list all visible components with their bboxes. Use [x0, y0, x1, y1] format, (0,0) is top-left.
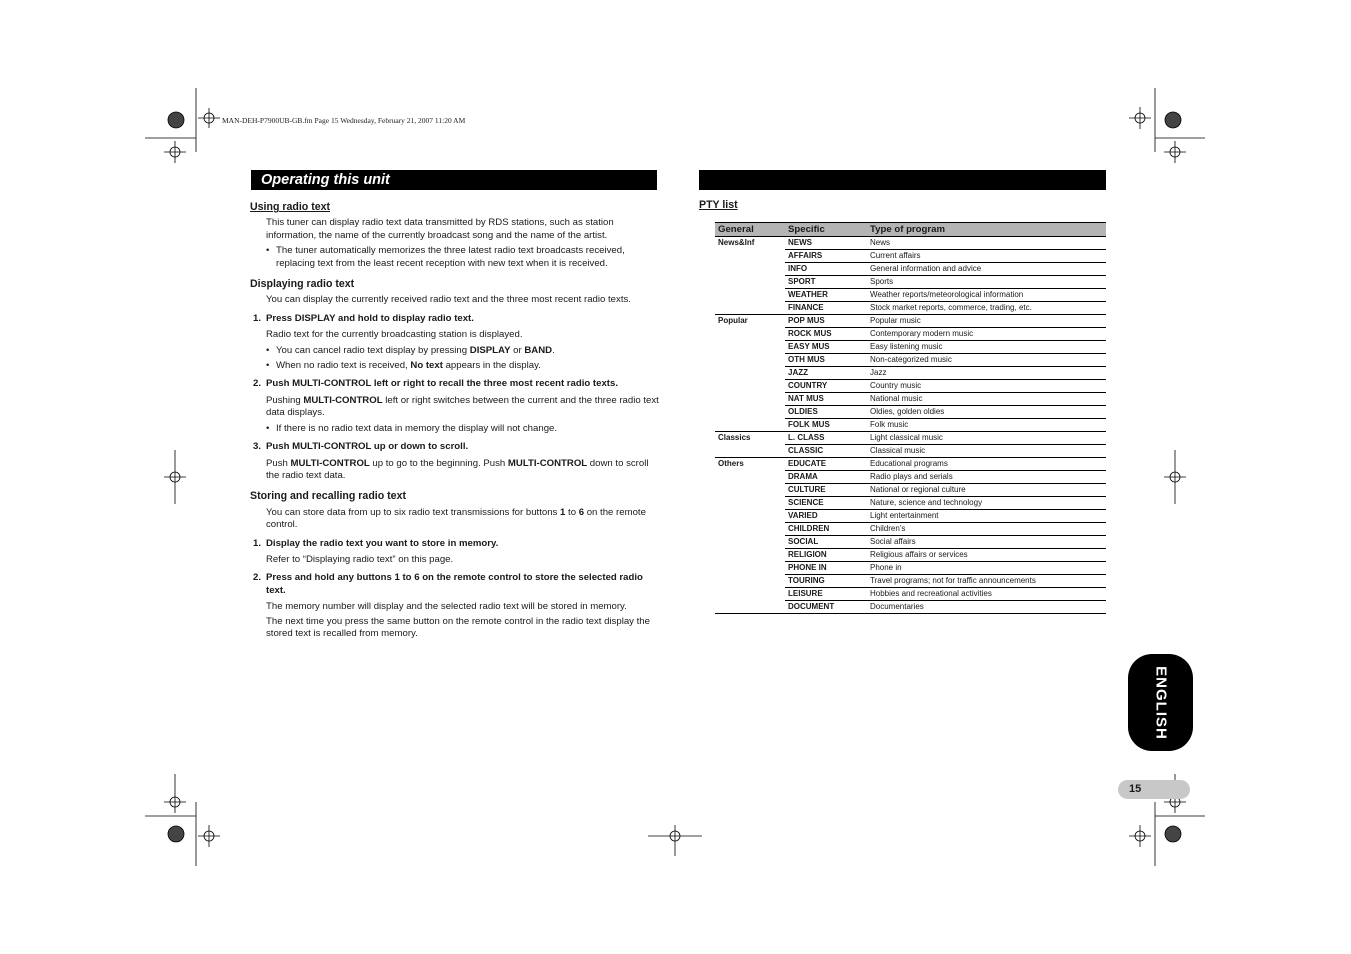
cell-type: Jazz — [867, 367, 1106, 380]
cell-general — [715, 289, 785, 302]
cell-type: Stock market reports, commerce, trading, etc. — [867, 302, 1106, 315]
cell-general — [715, 549, 785, 562]
cell-general — [715, 419, 785, 432]
bullet-item: • If there is no radio text data in memory the display will not change. — [266, 423, 660, 435]
paragraph: Push MULTI-CONTROL up to go to the beginning. Push MULTI-CONTROL down to scroll the radio text data. — [266, 457, 649, 481]
cell-general — [715, 601, 785, 614]
cell-specific: L. CLASS — [785, 432, 867, 445]
table-row — [715, 458, 1106, 471]
cell-specific: LEISURE — [785, 588, 867, 601]
table-row — [715, 393, 1106, 406]
table-row — [715, 419, 1106, 432]
cell-type: Children’s — [867, 523, 1106, 536]
cell-specific: OTH MUS — [785, 354, 867, 367]
cell-type: Weather reports/meteorological information — [867, 289, 1106, 302]
table-row — [715, 562, 1106, 575]
cell-type: Documentaries — [867, 601, 1106, 614]
cell-type: Oldies, golden oldies — [867, 406, 1106, 419]
paragraph: Refer to “Displaying radio text” on this page. — [266, 553, 454, 565]
table-row — [715, 380, 1106, 393]
cell-type: Non-categorized music — [867, 354, 1106, 367]
column-header: Type of program — [867, 223, 1106, 237]
cell-specific: FOLK MUS — [785, 419, 867, 432]
cell-general — [715, 484, 785, 497]
table-row — [715, 445, 1106, 458]
cell-general — [715, 445, 785, 458]
cell-general — [715, 380, 785, 393]
table-row — [715, 263, 1106, 276]
cell-general: News&Inf — [715, 237, 785, 250]
cell-type: Religious affairs or services — [867, 549, 1106, 562]
step-item: 1. Press DISPLAY and hold to display radio text. — [253, 312, 474, 324]
section-bar-right — [699, 170, 1106, 190]
step-item: 3. Push MULTI-CONTROL up or down to scroll. — [253, 441, 469, 453]
heading-storing-radio-text: Storing and recalling radio text — [250, 490, 406, 503]
bullet-item: • When no radio text is received, No text appears in the display. — [266, 360, 660, 372]
cell-general — [715, 263, 785, 276]
cell-type: General information and advice — [867, 263, 1106, 276]
cell-specific: PHONE IN — [785, 562, 867, 575]
paragraph: The next time you press the same button on the remote control in the radio text display the stored text is recalled from memory. — [266, 615, 650, 639]
cell-specific: AFFAIRS — [785, 250, 867, 263]
cell-specific: ROCK MUS — [785, 328, 867, 341]
table-row — [715, 237, 1106, 250]
pty-table — [715, 222, 1106, 614]
table-row — [715, 406, 1106, 419]
cell-general — [715, 302, 785, 315]
cell-specific: EASY MUS — [785, 341, 867, 354]
cell-type: Social affairs — [867, 536, 1106, 549]
cell-type: Light entertainment — [867, 510, 1106, 523]
cell-type: Radio plays and serials — [867, 471, 1106, 484]
table-row — [715, 315, 1106, 328]
table-row — [715, 367, 1106, 380]
cell-general: Others — [715, 458, 785, 471]
cell-type: Hobbies and recreational activities — [867, 588, 1106, 601]
cell-type: Folk music — [867, 419, 1106, 432]
cell-general — [715, 562, 785, 575]
cell-specific: SCIENCE — [785, 497, 867, 510]
cell-specific: VARIED — [785, 510, 867, 523]
cell-specific: EDUCATE — [785, 458, 867, 471]
cell-specific: WEATHER — [785, 289, 867, 302]
cell-specific: SPORT — [785, 276, 867, 289]
table-row — [715, 510, 1106, 523]
table-row — [715, 289, 1106, 302]
paragraph: You can display the currently received radio text and the three most recent radio texts. — [266, 294, 631, 306]
column-header: General — [715, 223, 785, 237]
cell-type: Contemporary modern music — [867, 328, 1106, 341]
table-row — [715, 276, 1106, 289]
cell-general — [715, 588, 785, 601]
cell-type: News — [867, 237, 1106, 250]
section-title: Operating this unit — [251, 170, 657, 190]
table-row — [715, 601, 1106, 614]
cell-general — [715, 510, 785, 523]
cell-specific: NAT MUS — [785, 393, 867, 406]
cell-type: Popular music — [867, 315, 1106, 328]
cell-type: Educational programs — [867, 458, 1106, 471]
column-header: Specific — [785, 223, 867, 237]
paragraph: Radio text for the currently broadcasting station is displayed. — [266, 329, 523, 341]
language-tab-label: ENGLISH — [1152, 665, 1169, 740]
cell-general — [715, 497, 785, 510]
cell-specific: FINANCE — [785, 302, 867, 315]
cell-general: Popular — [715, 315, 785, 328]
table-row — [715, 536, 1106, 549]
cell-general — [715, 250, 785, 263]
left-column — [250, 199, 660, 640]
cell-general — [715, 276, 785, 289]
cell-specific: OLDIES — [785, 406, 867, 419]
cell-general — [715, 575, 785, 588]
cell-specific: COUNTRY — [785, 380, 867, 393]
cell-type: Light classical music — [867, 432, 1106, 445]
cell-specific: SOCIAL — [785, 536, 867, 549]
table-row — [715, 250, 1106, 263]
heading-displaying-radio-text: Displaying radio text — [250, 278, 355, 291]
cell-general — [715, 341, 785, 354]
cell-specific: NEWS — [785, 237, 867, 250]
pty-list-heading: PTY list — [699, 199, 738, 211]
cell-type: Sports — [867, 276, 1106, 289]
cell-general — [715, 328, 785, 341]
table-row — [715, 328, 1106, 341]
table-header-row — [715, 223, 1106, 237]
paragraph: Pushing MULTI-CONTROL left or right switches between the current and the three radio text data displays. — [266, 394, 659, 419]
table-row — [715, 575, 1106, 588]
cell-specific: TOURING — [785, 575, 867, 588]
cell-general — [715, 536, 785, 549]
language-tab — [1128, 654, 1193, 751]
page-number: 15 — [1118, 780, 1190, 799]
bullet-item: • You can cancel radio text display by pressing DISPLAY or BAND. — [266, 345, 660, 357]
cell-general — [715, 367, 785, 380]
cell-general — [715, 393, 785, 406]
bullet-item: • The tuner automatically memorizes the three latest radio text broadcasts received, replacing text from the least recent reception with new text when it is received. — [266, 245, 660, 270]
cell-specific: DRAMA — [785, 471, 867, 484]
cell-type: National music — [867, 393, 1106, 406]
table-row — [715, 354, 1106, 367]
cell-type: Classical music — [867, 445, 1106, 458]
cell-type: Travel programs; not for traffic announcements — [867, 575, 1106, 588]
cell-type: Nature, science and technology — [867, 497, 1106, 510]
cell-general — [715, 523, 785, 536]
paragraph: The memory number will display and the selected radio text will be stored in memory. — [266, 601, 627, 613]
cell-specific: INFO — [785, 263, 867, 276]
cell-type: National or regional culture — [867, 484, 1106, 497]
table-row — [715, 341, 1106, 354]
cell-specific: DOCUMENT — [785, 601, 867, 614]
cell-specific: POP MUS — [785, 315, 867, 328]
cell-type: Easy listening music — [867, 341, 1106, 354]
table-row — [715, 302, 1106, 315]
cell-specific: CLASSIC — [785, 445, 867, 458]
table-row — [715, 588, 1106, 601]
table-row — [715, 549, 1106, 562]
cell-type: Current affairs — [867, 250, 1106, 263]
cell-specific: JAZZ — [785, 367, 867, 380]
cell-specific: RELIGION — [785, 549, 867, 562]
cell-general: Classics — [715, 432, 785, 445]
cell-specific: CHILDREN — [785, 523, 867, 536]
table-row — [715, 523, 1106, 536]
table-row — [715, 471, 1106, 484]
cell-general — [715, 471, 785, 484]
table-row — [715, 432, 1106, 445]
table-row — [715, 497, 1106, 510]
heading-using-radio-text: Using radio text — [250, 201, 331, 213]
step-item: 2. Push MULTI-CONTROL left or right to recall the three most recent radio texts. — [253, 378, 618, 390]
paragraph: You can store data from up to six radio text transmissions for buttons 1 to 6 on the remote control. — [266, 506, 646, 531]
cell-type: Phone in — [867, 562, 1106, 575]
cell-specific: CULTURE — [785, 484, 867, 497]
step-item: 2. Press and hold any buttons 1 to 6 on the remote control to store the selected radio text. — [253, 572, 643, 596]
step-item: 1. Display the radio text you want to store in memory. — [253, 537, 499, 549]
cell-general — [715, 406, 785, 419]
paragraph: This tuner can display radio text data transmitted by RDS stations, such as station information, the name of the currently broadcast song and the name of the artist. — [266, 217, 614, 241]
file-info: MAN-DEH-P7900UB-GB.fm Page 15 Wednesday, February 21, 2007 11:20 AM — [222, 116, 466, 125]
cell-general — [715, 354, 785, 367]
table-row — [715, 484, 1106, 497]
cell-type: Country music — [867, 380, 1106, 393]
